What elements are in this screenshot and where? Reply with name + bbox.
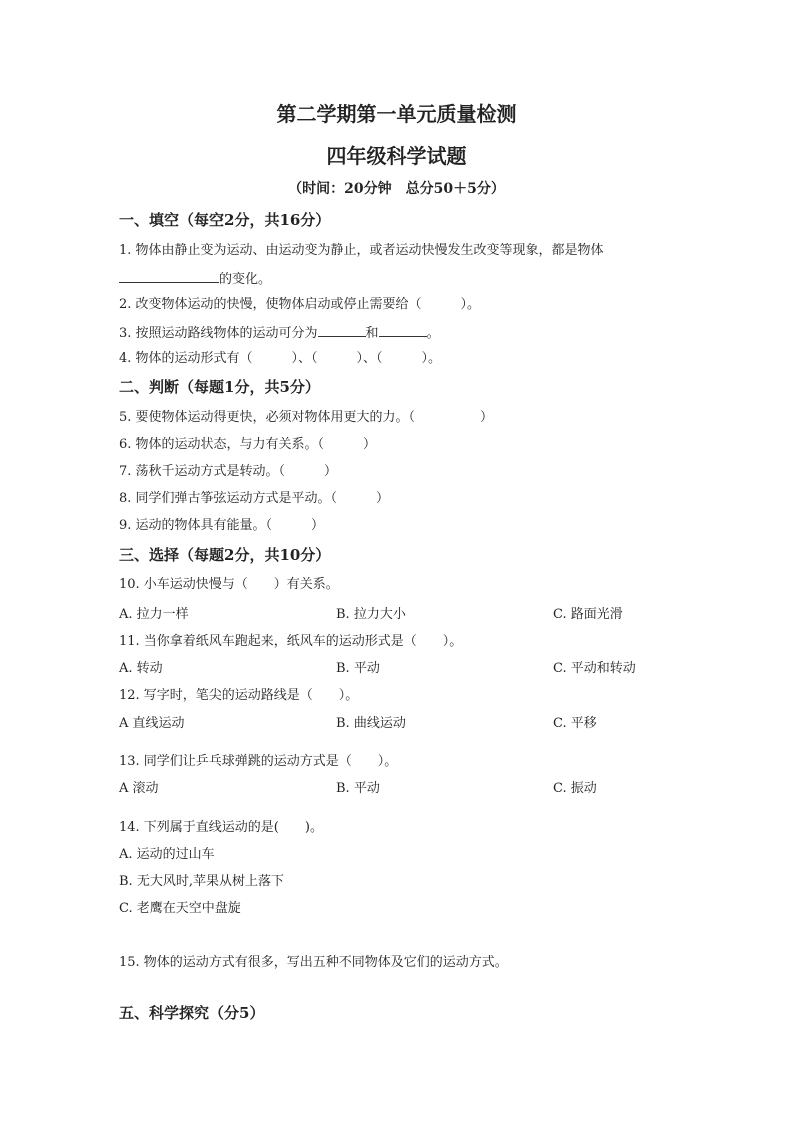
question-1: 1. 物体由静止变为运动、由运动变为静止，或者运动快慢发生改变等现象，都是物体 [119, 243, 604, 258]
option-b: B. 平动 [336, 661, 380, 676]
option-b: B. 拉力大小 [336, 607, 406, 622]
question-3-and: 和 [365, 326, 379, 341]
question-13: 13. 同学们让乒乓球弹跳的运动方式是（ ）。 [119, 754, 398, 769]
option-a: A. 转动 [119, 661, 163, 676]
option-b: B. 曲线运动 [336, 716, 406, 731]
question-3-end: 。 [426, 326, 440, 341]
question-1-tail: 的变化。 [219, 272, 272, 287]
option-c: C. 平动和转动 [553, 661, 636, 676]
section-fill-blank: 一、填空（每空2分，共16分） [119, 211, 331, 229]
answer-blank [318, 323, 366, 337]
answer-blank [379, 323, 427, 337]
option-a: A 直线运动 [119, 716, 185, 731]
section-choice: 三、选择（每题2分，共10分） [119, 546, 331, 564]
option-b: B. 平动 [336, 781, 380, 796]
answer-blank [119, 269, 219, 283]
question-4: 4. 物体的运动形式有（ ）、（ ）、（ ）。 [119, 351, 442, 366]
question-3 [119, 323, 440, 343]
option-c: C. 平移 [553, 716, 597, 731]
question-3-text: 3. 按照运动路线物体的运动可分为 [119, 326, 318, 341]
question-5: 5. 要使物体运动得更快，必须对物体用更大的力。（ ） [119, 410, 494, 425]
option-c: C. 振动 [553, 781, 597, 796]
section-science-inquiry: 五、科学探究（分5） [119, 1004, 265, 1022]
question-7: 7. 荡秋千运动方式是转动。（ ） [119, 464, 338, 479]
page-subtitle: 四年级科学试题 [326, 144, 467, 168]
time-info: （时间：20分钟 总分50＋5分） [288, 181, 505, 197]
question-15: 15. 物体的运动方式有很多，写出五种不同物体及它们的运动方式。 [119, 955, 508, 970]
page-title: 第二学期第一单元质量检测 [276, 102, 517, 126]
question-11: 11. 当你拿着纸风车跑起来，纸风车的运动形式是（ ）。 [119, 634, 463, 649]
question-9: 9. 运动的物体具有能量。（ ） [119, 518, 325, 533]
option-a: A. 拉力一样 [119, 607, 189, 622]
question-8: 8. 同学们弹古筝弦运动方式是平动。（ ） [119, 491, 390, 506]
option-a: A 滚动 [119, 781, 159, 796]
option-b: B. 无大风时,苹果从树上落下 [119, 874, 284, 889]
option-a: A. 运动的过山车 [119, 847, 215, 862]
question-1-cont [119, 269, 271, 289]
question-2: 2. 改变物体运动的快慢，使物体启动或停止需要给（ ）。 [119, 297, 481, 312]
question-14: 14. 下列属于直线运动的是( )。 [119, 820, 323, 835]
option-c: C. 路面光滑 [553, 607, 623, 622]
option-c: C. 老鹰在天空中盘旋 [119, 901, 241, 916]
section-judgement: 二、判断（每题1分，共5分） [119, 378, 320, 396]
question-10: 10. 小车运动快慢与（ ）有关系。 [119, 577, 339, 592]
question-12: 12. 写字时，笔尖的运动路线是（ ）。 [119, 688, 359, 703]
question-6: 6. 物体的运动状态，与力有关系。（ ） [119, 437, 377, 452]
